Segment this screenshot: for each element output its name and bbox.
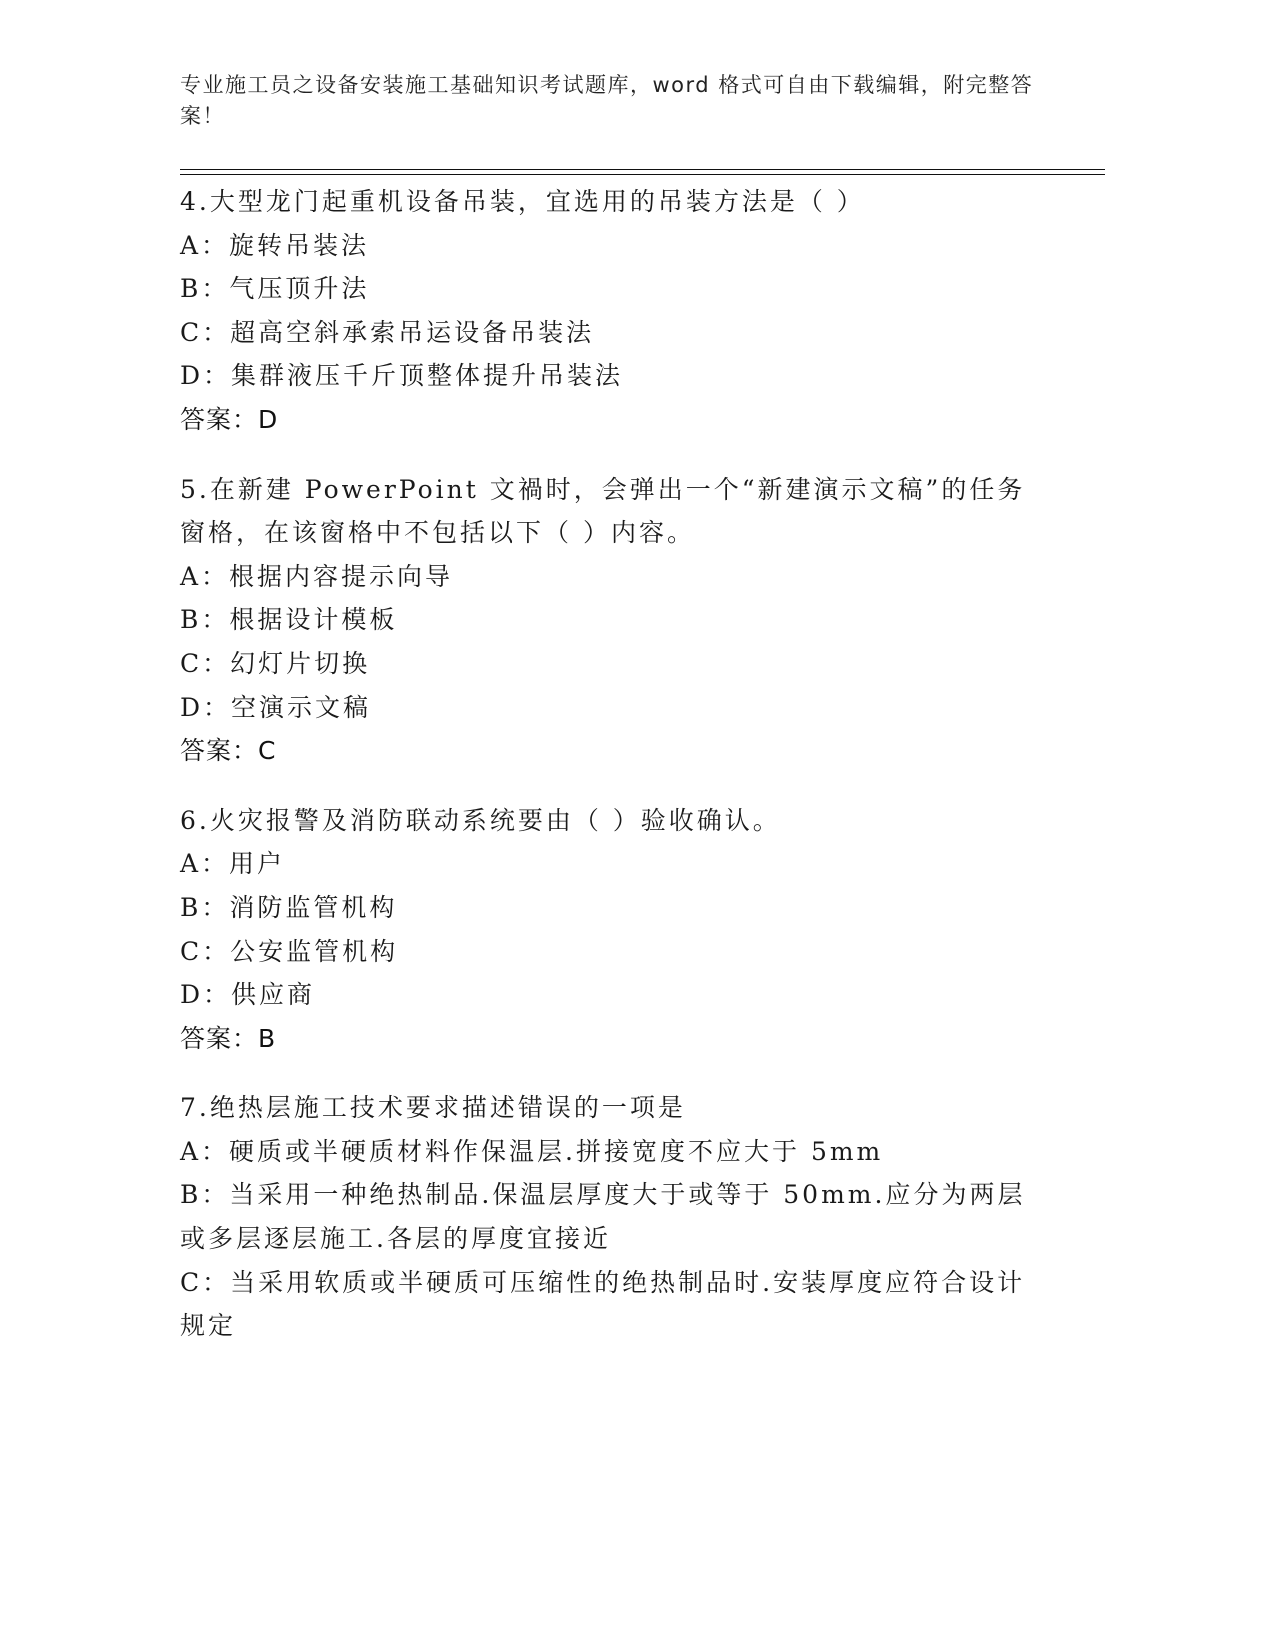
question-4: [180, 180, 1040, 442]
option-b: B：气压顶升法: [180, 274, 370, 304]
option-c: C：超高空斜承索吊运设备吊装法: [180, 317, 595, 347]
option-c: C：公安监管机构: [180, 936, 399, 966]
question-6: [180, 799, 1040, 1061]
question-list: [180, 180, 1040, 1374]
option-b: B：当采用一种绝热制品.保温层厚度大于或等于 50mm.应分为两层或多层逐层施工.各层的厚度宜接近: [180, 1180, 1026, 1254]
header-divider-bottom: [180, 174, 1105, 175]
question-stem: 5.在新建 PowerPoint 文禍时，会弹出一个“新建演示文稿”的任务窗格，在该窗格中不包括以下（ ）内容。: [180, 474, 1026, 548]
document-header: [180, 70, 1040, 132]
question-7: [180, 1086, 1040, 1348]
option-c: C：幻灯片切换: [180, 648, 371, 678]
question-stem: 4.大型龙门起重机设备吊装，宜选用的吊装方法是（ ）: [180, 187, 865, 216]
header-divider-top: [180, 169, 1105, 170]
header-text: 专业施工员之设备安装施工基础知识考试题库，word 格式可自由下载编辑，附完整答案！: [180, 73, 1034, 128]
option-b: B：消防监管机构: [180, 892, 398, 922]
option-d: D：空演示文稿: [180, 692, 372, 722]
option-a: A：根据内容提示向导: [180, 561, 454, 591]
answer-label: 答案：D: [180, 404, 279, 434]
option-a: A：旋转吊装法: [180, 230, 370, 260]
question-5: [180, 468, 1040, 773]
answer-label: 答案：C: [180, 736, 277, 766]
option-c: C：当采用软质或半硬质可压缩性的绝热制品时.安装厚度应符合设计规定: [180, 1267, 1026, 1341]
option-d: D：集群液压千斤顶整体提升吊装法: [180, 361, 624, 391]
option-b: B：根据设计模板: [180, 605, 398, 635]
question-stem: 7.绝热层施工技术要求描述错误的一项是: [180, 1093, 686, 1123]
option-d: D：供应商: [180, 980, 316, 1010]
question-stem: 6.火灾报警及消防联动系统要由（ ）验收确认。: [180, 805, 781, 835]
option-a: A：硬质或半硬质材料作保温层.拼接宽度不应大于 5mm: [180, 1136, 884, 1166]
answer-label: 答案：B: [180, 1023, 277, 1053]
option-a: A：用户: [180, 849, 286, 879]
